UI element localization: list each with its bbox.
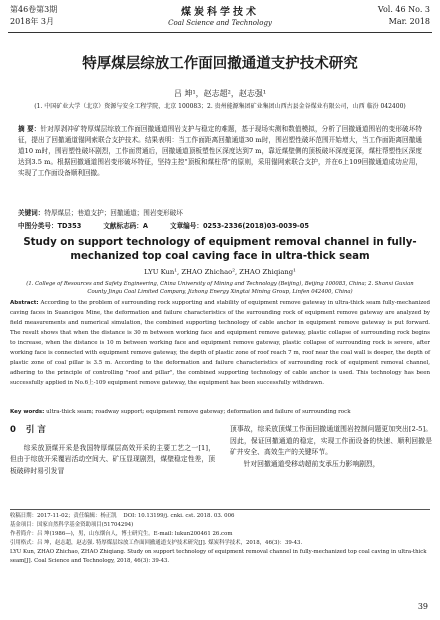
intro-paragraph-2: 针对回撤通道受移动超前支承压力影响剧烈， (243, 459, 380, 468)
keywords-cn-label: 关键词： (18, 209, 45, 217)
abstract-en-label: Abstract: (10, 300, 39, 306)
doi: DOI: 10.13199/j. cnki. cst. 2018. 03. 006 (123, 513, 235, 519)
abstract-en (10, 298, 430, 388)
issue-info: 第46卷第3期 2018年 3月 (10, 5, 58, 26)
keywords-cn (18, 208, 422, 218)
abstract-cn (18, 124, 422, 179)
title-cn: 特厚煤层综放工作面回撤通道支护技术研究 (82, 56, 358, 72)
authors-en: LYU Kun¹, ZHAO Zhichao², ZHAO Zhiqiang¹ (144, 268, 296, 276)
classification-line (18, 221, 422, 231)
citation-en: LYU Kun, ZHAO Zhichao, ZHAO Zhiqiang. Study on support technology of equipment removal channel in fully-mechanized top coal caving in ultra-thick seam[J]. Coal Science and Technology, 2018, 46(3): 39-43. (10, 549, 427, 564)
keywords-en-label: Key words: (10, 409, 45, 415)
keywords-en (10, 408, 430, 417)
title-en: Study on support technology of equipment removal channel in fully-mechanized top coal caving face in ultra-thick seam (23, 237, 417, 262)
author-bio: 作者简介：吕 坤(1986—)，男，山东烟台人，博士研究生。E-mail: lukun200461 26.com (10, 531, 233, 537)
affiliations-en: (1. College of Resources and Safety Engineering, China University of Mining and Technology (Beijing), Beijing 100083, China; 2. Shanxi Guxian County Jingu Coal Limited Company, Jizhong Energy Xingtai Mining Group, Linfen 042400, China) (26, 281, 414, 295)
authors-cn: 吕 坤¹，赵志超²，赵志强¹ (173, 89, 267, 98)
section-heading-intro: 0 引 言 (10, 425, 46, 435)
fund-note: 基金项目：国家自然科学基金资助项目(51704294) (10, 522, 134, 528)
keywords-en-text: ultra-thick seam; roadway support; equipment remove gateway; deformation and failure of surrounding rock (46, 409, 351, 415)
body-column-left (10, 421, 215, 477)
journal-name: 煤炭科学技术 Coal Science and Technology (168, 7, 272, 27)
intro-paragraph-continued: 顶事故，综采放顶煤工作面回撤通道围岩控制问题更加突出[2-5]。因此，保证回撤通道的稳定，实现工作面设备的快速、顺利回撤是矿井安全、高效生产的关键环节。 (230, 425, 432, 456)
document-code: 文献标志码：A (103, 222, 148, 230)
header-rule (8, 32, 432, 33)
running-header (0, 0, 440, 34)
clc-number: 中图分类号：TD353 (18, 222, 82, 230)
volume-info: Vol. 46 No. 3 Mar. 2018 (377, 5, 430, 26)
citation-cn: 引用格式：吕 坤，赵志超，赵志强. 特厚煤层综放工作面回撤通道支护技术研究[J]. 煤炭科学技术，2018，46(3)：39-43. (10, 540, 303, 546)
abstract-cn-text: 针对厚剥冲矿特厚煤层综放工作面回撤通道围岩支护与稳定的难题，基于现场实测和数值模拟，分析了回撤通道围岩的变形破坏特征，提出了回撤通道锚网索联合支护技术。结果表明：当工作面距离回撤通道30 m时，围岩塑性破坏范围开始增大，当工作面距离回撤通道10 m时，围岩塑性破坏剧烈，工作面贯通后，回撤通道顶板塑性区深度达到7 m，靠近煤壁侧的顶板破坏深度更深，煤柱帮塑性区深度达到3.5 m。根据回撤通道围岩变形破坏特征，坚持主控"顶板和煤柱帮"的原则，采用锚网索联合支护，并在6上109回撤通道成功应用，实现了工作面设备顺利回撤。 (18, 125, 422, 177)
abstract-en-text: According to the problem of surrounding rock supporting and stability of equipment remove gateway in ultra-thick seam fully-mechanized caving faces in Suancigou Mine, the deformation and failure characteristics of the surrounding rock of equipment remove gateway are analyzed by field measurements and numerical simulation, the combined supporting technology of cable anchor in equipment remove gateway is put forward. The result shows that when the distance is 30 m between working face and equipment remove gateway, plastic collapse of surrounding rock begins to increase, when the distance is 10 m between working face and equipment remove gateway, plastic collapse of surrounding rock is severe, after working face is connected with equipment remove gateway, the depth of plastic zone of roof reach 7 m, roof near the coal wall is deeper, the depth of plastic zone of coal pillar is 3.5 m. According to the deformation and failure characteristics of surrounding rock of equipment removal channel, adhering to the principle of controlling "roof and pillar", the combined supporting technology of cable anchor is used. This technology has been successfully applied in No.6上-109 equipment remove gateway, the equipment has been successfully withdrawn. (10, 300, 430, 386)
abstract-cn-label: 摘 要： (18, 125, 41, 133)
article-number: 文章编号：0253-2336(2018)03-0039-05 (169, 222, 309, 230)
intro-paragraph: 综采放顶煤开采是我国特厚煤层高效开采的主要工艺之一[1]，但由于综放开采覆岩活动空间大、矿压显现剧烈，煤壁稳定性差，顶板破碎时易引发冒 (10, 443, 215, 475)
keywords-cn-text: 特厚煤层；巷道支护；回撤通道；围岩变形破坏 (44, 209, 183, 217)
received-date: 收稿日期：2017-11-02；责任编辑：杨正凯 DOI: 10.13199/j. cnki. cst. 2018. 03. 006 (10, 513, 235, 519)
footnotes (10, 509, 430, 566)
body-column-right (230, 424, 432, 470)
affiliations-cn: (1. 中国矿业大学（北京）资源与安全工程学院，北京 100083；2. 贵州能源集团矿业集团山西古县金谷煤业有限公司，山西 临汾 042400) (34, 103, 406, 110)
page-number: 39 (417, 602, 428, 611)
